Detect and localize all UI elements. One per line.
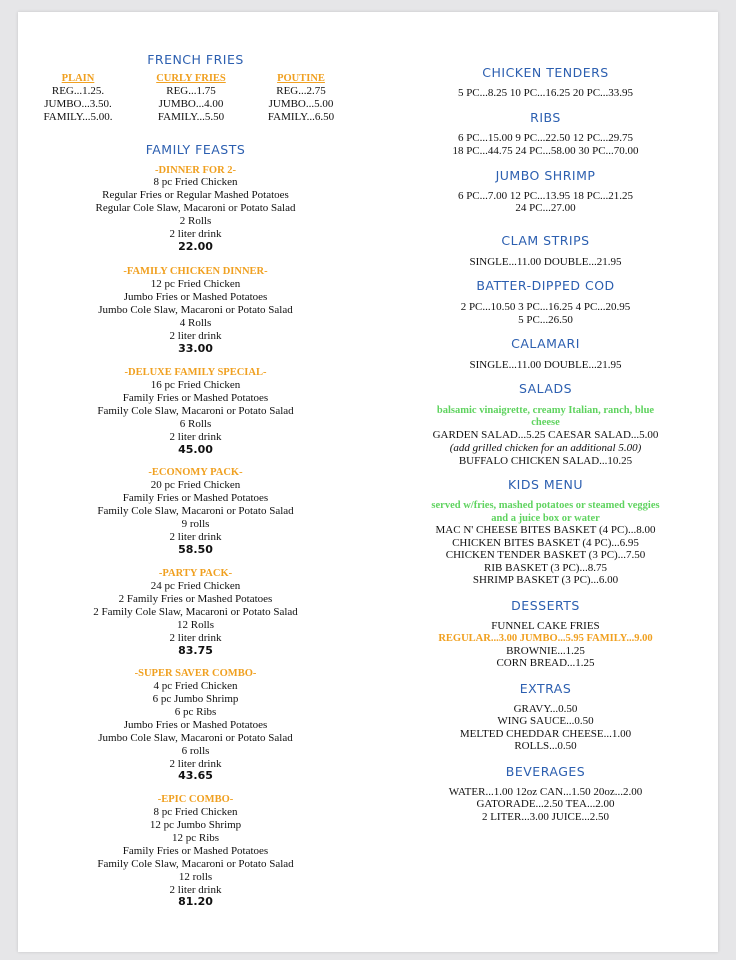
kids-line: MAC N' CHEESE BITES BASKET (4 PC)...8.00 [435, 524, 656, 536]
feast-line: Jumbo Fries or Mashed Potatoes [123, 291, 268, 303]
extras-line: GRAVY...0.50 [513, 703, 578, 715]
ribs-line: 18 PC...44.75 24 PC...58.00 30 PC...70.00 [452, 145, 639, 157]
feast-price: 83.75 [178, 644, 213, 657]
salad-line: (add grilled chicken for an additional 5.00) [449, 442, 642, 454]
feast-line: Jumbo Fries or Mashed Potatoes [123, 719, 268, 731]
calamari-line: SINGLE...11.00 DOUBLE...21.95 [469, 359, 622, 371]
menu-page [18, 12, 718, 952]
kids-note: and a juice box or water [491, 513, 600, 524]
beverages-line: WATER...1.00 12oz CAN...1.50 20oz...2.00 [448, 786, 643, 798]
salad-dressings: balsamic vinaigrette, creamy Italian, ranch, blue [436, 405, 655, 416]
jumbo-shrimp-heading: JUMBO SHRIMP [495, 168, 596, 183]
ribs-line: 6 PC...15.00 9 PC...22.50 12 PC...29.75 [457, 132, 634, 144]
fries-curly [136, 72, 246, 124]
feast-line: 2 liter drink [169, 228, 222, 240]
feast-line: 20 pc Fried Chicken [150, 479, 241, 491]
fries-curly-title: CURLY FRIES [156, 73, 226, 84]
fries-poutine [246, 72, 356, 124]
clam-strips-line: SINGLE...11.00 DOUBLE...21.95 [469, 256, 622, 268]
clam-strips-heading: CLAM STRIPS [501, 233, 590, 248]
feast-line: 12 pc Fried Chicken [150, 278, 241, 290]
beverages-heading: BEVERAGES [505, 764, 586, 779]
feast-line: 4 Rolls [179, 317, 212, 329]
ribs-heading: RIBS [530, 110, 561, 125]
calamari-heading: CALAMARI [511, 336, 580, 351]
feast-line: 6 rolls [181, 745, 210, 757]
feast-line: 24 pc Fried Chicken [150, 580, 241, 592]
salad-line: BUFFALO CHICKEN SALAD...10.25 [458, 455, 633, 467]
feast-line: 2 liter drink [169, 884, 222, 896]
feast-title: -ECONOMY PACK- [148, 467, 243, 478]
cod-line: 2 PC...10.50 3 PC...16.25 4 PC...20.95 [460, 301, 631, 313]
feast-line: 2 Rolls [179, 215, 212, 227]
feast-price: 45.00 [178, 443, 213, 456]
feast-title: -DINNER FOR 2- [154, 165, 237, 176]
kids-line: CHICKEN TENDER BASKET (3 PC)...7.50 [445, 549, 646, 561]
feast-line: Family Cole Slaw, Macaroni or Potato Salad [97, 405, 294, 417]
salad-dressings: cheese [531, 417, 560, 428]
kids-menu-heading: KIDS MENU [507, 477, 584, 492]
feast-line: 8 pc Fried Chicken [153, 806, 238, 818]
feast-title: -PARTY PACK- [158, 568, 233, 579]
feast-price: 43.65 [178, 769, 213, 782]
feast-line: 6 pc Jumbo Shrimp [152, 693, 239, 705]
fries-poutine-reg: REG...2.75 [276, 85, 326, 97]
feast-line: Regular Cole Slaw, Macaroni or Potato Salad [95, 202, 296, 214]
kids-line: CHICKEN BITES BASKET (4 PC)...6.95 [452, 537, 639, 549]
feast-line: Family Cole Slaw, Macaroni or Potato Salad [97, 858, 294, 870]
feast-line: Jumbo Cole Slaw, Macaroni or Potato Salad [98, 732, 293, 744]
fries-plain-title: PLAIN [61, 73, 95, 84]
feast-line: 6 pc Ribs [174, 706, 217, 718]
fries-plain-reg: REG...1.25. [51, 85, 105, 97]
fries-plain-family: FAMILY...5.00. [43, 111, 113, 123]
feast-line: Family Fries or Mashed Potatoes [122, 845, 269, 857]
fries-poutine-jumbo: JUMBO...5.00 [268, 98, 334, 110]
feast-line: 2 liter drink [169, 431, 222, 443]
beverages-line: 2 LITER...3.00 JUICE...2.50 [481, 811, 610, 823]
feast-line: 8 pc Fried Chicken [153, 176, 238, 188]
feast-line: 4 pc Fried Chicken [153, 680, 238, 692]
extras-line: MELTED CHEDDAR CHEESE...1.00 [459, 728, 632, 740]
desserts-funnel: FUNNEL CAKE FRIES [491, 620, 600, 632]
desserts-funnel-sizes: REGULAR...3.00 JUMBO...5.95 FAMILY...9.00 [438, 633, 653, 644]
kids-line: SHRIMP BASKET (3 PC)...6.00 [472, 574, 619, 586]
feast-line: 12 rolls [178, 871, 213, 883]
fries-curly-family: FAMILY...5.50 [157, 111, 225, 123]
feast-line: Regular Fries or Regular Mashed Potatoes [102, 189, 289, 201]
desserts-line: BROWNIE...1.25 [506, 645, 585, 657]
cod-line: 5 PC...26.50 [518, 314, 573, 326]
fries-poutine-title: POUTINE [277, 73, 325, 84]
fries-plain-jumbo: JUMBO...3.50. [44, 98, 112, 110]
feast-line: 2 Family Fries or Mashed Potatoes [118, 593, 273, 605]
kids-line: RIB BASKET (3 PC)...8.75 [484, 562, 607, 574]
batter-dipped-cod-heading: BATTER-DIPPED COD [476, 278, 615, 293]
chicken-tenders-heading: CHICKEN TENDERS [482, 65, 609, 80]
jumbo-shrimp-line: 6 PC...7.00 12 PC...13.95 18 PC...21.25 [457, 190, 634, 202]
extras-line: WING SAUCE...0.50 [497, 715, 594, 727]
feast-line: 6 Rolls [179, 418, 212, 430]
salad-line: GARDEN SALAD...5.25 CAESAR SALAD...5.00 [432, 429, 659, 441]
fries-curly-reg: REG...1.75 [166, 85, 216, 97]
feast-line: 2 liter drink [169, 531, 222, 543]
feast-line: 12 pc Ribs [171, 832, 220, 844]
feast-title: -EPIC COMBO- [157, 794, 234, 805]
beverages-line: GATORADE...2.50 TEA...2.00 [476, 798, 615, 810]
feast-title: -SUPER SAVER COMBO- [134, 668, 257, 679]
feast-title: -FAMILY CHICKEN DINNER- [123, 266, 268, 277]
feast-line: 2 liter drink [169, 758, 222, 770]
feast-line: 2 liter drink [169, 330, 222, 342]
feast-price: 22.00 [178, 240, 213, 253]
feast-line: 12 Rolls [177, 619, 214, 631]
feast-price: 58.50 [178, 543, 213, 556]
salads-heading: SALADS [518, 381, 573, 396]
desserts-heading: DESSERTS [511, 598, 580, 613]
feast-line: 9 rolls [181, 518, 210, 530]
kids-note: served w/fries, mashed potatoes or steamed veggies [431, 500, 660, 511]
jumbo-shrimp-line: 24 PC...27.00 [515, 202, 576, 214]
feast-title: -DELUXE FAMILY SPECIAL- [124, 367, 267, 378]
feast-line: 2 Family Cole Slaw, Macaroni or Potato Salad [93, 606, 298, 618]
fries-poutine-family: FAMILY...6.50 [267, 111, 335, 123]
feast-line: 12 pc Jumbo Shrimp [149, 819, 242, 831]
desserts-line: CORN BREAD...1.25 [496, 657, 595, 669]
feast-price: 33.00 [178, 342, 213, 355]
fries-curly-jumbo: JUMBO...4.00 [158, 98, 224, 110]
feast-line: Family Fries or Mashed Potatoes [122, 492, 269, 504]
feast-price: 81.20 [178, 895, 213, 908]
feast-line: Jumbo Cole Slaw, Macaroni or Potato Salad [98, 304, 293, 316]
family-feasts-heading: FAMILY FEASTS [145, 142, 246, 157]
feast-line: Family Cole Slaw, Macaroni or Potato Salad [97, 505, 294, 517]
french-fries-heading: FRENCH FRIES [147, 52, 244, 67]
fries-plain [28, 72, 128, 124]
extras-line: ROLLS...0.50 [514, 740, 577, 752]
feast-line: 16 pc Fried Chicken [150, 379, 241, 391]
chicken-tenders-line: 5 PC...8.25 10 PC...16.25 20 PC...33.95 [457, 87, 634, 99]
feast-line: Family Fries or Mashed Potatoes [122, 392, 269, 404]
feast-line: 2 liter drink [169, 632, 222, 644]
extras-heading: EXTRAS [519, 681, 572, 696]
